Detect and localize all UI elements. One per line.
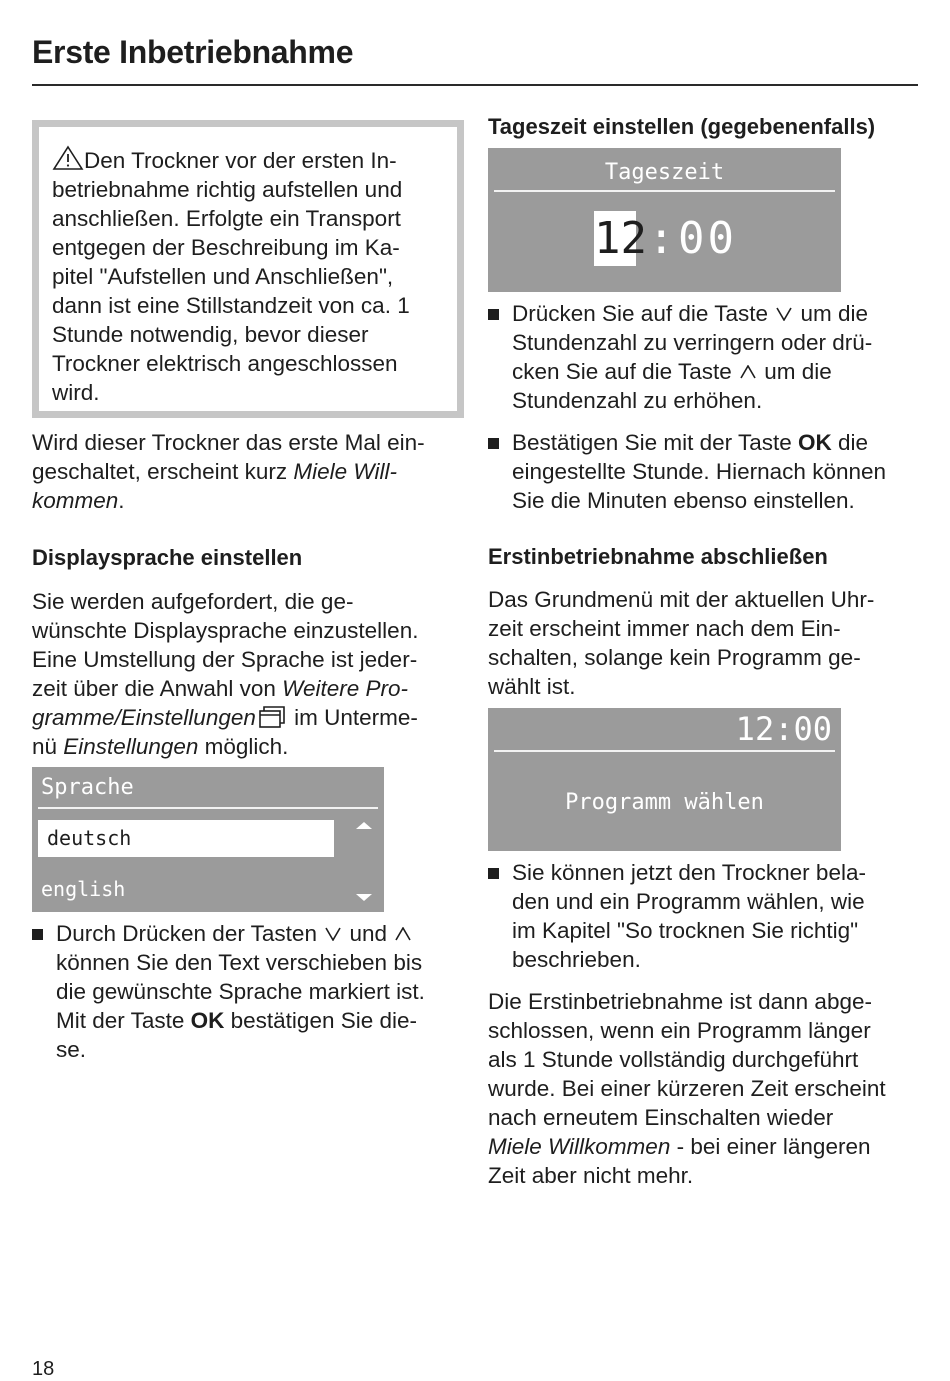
chevron-down-icon <box>323 927 343 941</box>
time-heading: Tageszeit einstellen (gegebenenfalls) <box>488 114 876 139</box>
display-title: Tageszeit <box>604 160 725 185</box>
warning-line: betriebnahme richtig aufstellen und <box>52 177 403 202</box>
warning-line: pitel "Aufstellen und Anschließen", <box>52 264 394 289</box>
language-option[interactable]: english <box>41 877 126 901</box>
chevron-down-icon <box>774 307 794 321</box>
warning-line: wird. <box>52 380 100 405</box>
display-divider <box>494 190 835 192</box>
warning-line: anschließen. Erfolgte ein Transport <box>52 206 401 231</box>
language-option-selected[interactable]: deutsch <box>38 820 334 857</box>
display-clock: 12:00 <box>735 710 832 748</box>
warning-line: entgegen der Beschreibung im Ka- <box>52 235 400 260</box>
warning-line: Den Trockner vor der ersten In- <box>84 148 397 173</box>
finish-heading: Erstinbetriebnahme abschließen <box>488 544 828 569</box>
bullet-square <box>488 438 499 449</box>
page-number: 18 <box>32 1358 55 1380</box>
bullet-square <box>488 309 499 320</box>
warning-box <box>32 120 464 418</box>
warning-text <box>52 145 447 407</box>
time-display <box>488 148 841 292</box>
warning-line: dann ist eine Stillstandzeit von ca. 1 <box>52 293 410 318</box>
time-separator: : <box>648 213 675 264</box>
scroll-down-icon <box>354 892 374 904</box>
bullet-square <box>32 929 43 940</box>
time-hours-field[interactable]: 12 <box>594 213 647 264</box>
finish-paragraph: Das Grundmenü mit der aktuellen Uhr- zeit erscheint immer nach dem Ein- schalten, solange kein Programm ge- wählt ist. <box>488 587 875 699</box>
display-message: Programm wählen <box>565 790 764 815</box>
title-rule <box>32 84 918 86</box>
chevron-up-icon <box>738 365 758 379</box>
bullet-square <box>488 868 499 879</box>
chevron-up-icon <box>393 927 413 941</box>
page-title: Erste Inbetriebnahme <box>32 34 354 70</box>
main-menu-display <box>488 708 841 851</box>
display-title: Sprache <box>41 775 134 800</box>
menu-pages-icon <box>256 704 288 730</box>
time-minutes-field[interactable]: 00 <box>678 213 737 264</box>
scroll-up-icon <box>354 819 374 831</box>
warning-line: Trockner elektrisch angeschlossen <box>52 351 398 376</box>
language-display <box>32 767 384 912</box>
intro-paragraph: Wird dieser Trockner das erste Mal ein- geschaltet, erscheint kurz Miele Will- kommen. <box>32 430 425 513</box>
display-divider <box>38 807 378 809</box>
warning-line: Stunde notwendig, bevor dieser <box>52 322 369 347</box>
language-paragraph: Sie werden aufgefordert, die ge- wünschte Displaysprache einzustellen. Eine Umstellung der Sprache ist jeder- zeit über die Anwahl von Weitere Pro- gramme/Einstellungen im Unterme- nü Einstellungen möglich. <box>32 589 419 759</box>
display-divider <box>494 750 835 752</box>
closing-paragraph: Die Erstinbetriebnahme ist dann abge- schlossen, wenn ein Programm länger als 1 Stunde vollständig durchgeführt wurde. Bei einer kürzeren Zeit erscheint nach erneutem Einschalten wieder Miele Willkommen - bei einer längeren Zeit aber nicht mehr. <box>488 989 886 1188</box>
warning-triangle-icon <box>52 145 84 171</box>
language-heading: Displaysprache einstellen <box>32 545 303 570</box>
